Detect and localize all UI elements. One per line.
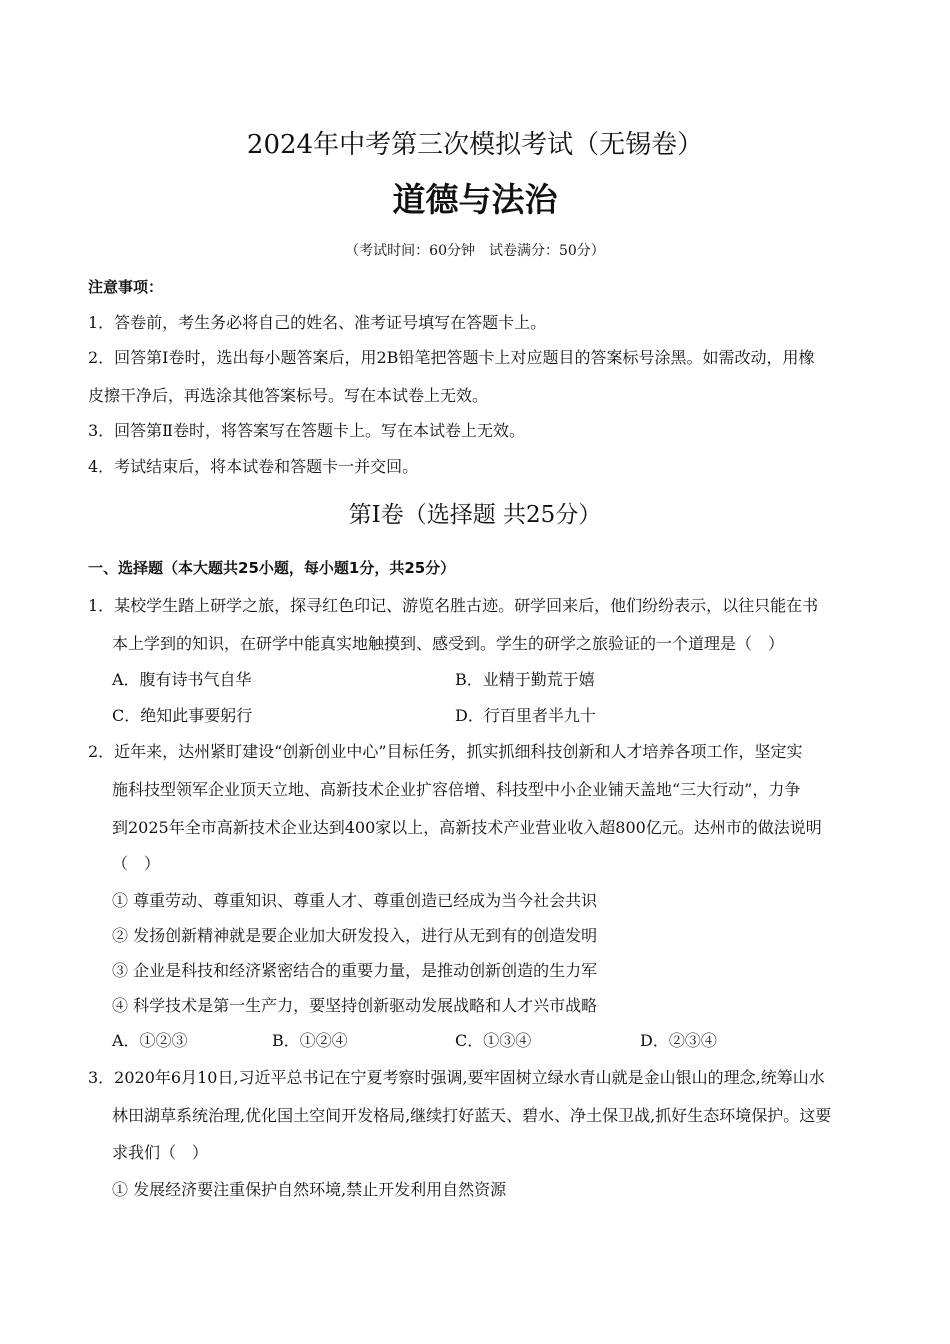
question-3-line: 3．2020年6月10日,习近平总书记在宁夏考察时强调,要牢固树立绿水青山就是金山银山的理念,统筹山水 bbox=[88, 1068, 825, 1087]
note-item: 4．考试结束后，将本试卷和答题卡一并交回。 bbox=[88, 457, 419, 476]
question-3-statement: ① 发展经济要注重保护自然环境,禁止开发利用自然资源 bbox=[112, 1180, 507, 1199]
question-2-line: 施科技型领军企业顶天立地、高新技术企业扩容倍增、科技型中小企业铺天盖地“三大行动”，力争 bbox=[112, 780, 801, 799]
note-item: 皮擦干净后，再选涂其他答案标号。写在本试卷上无效。 bbox=[88, 386, 489, 405]
note-item: 1．答卷前，考生务必将自己的姓名、准考证号填写在答题卡上。 bbox=[88, 313, 547, 332]
question-2-option-b: B．①②④ bbox=[272, 1031, 348, 1050]
section-title: 第Ⅰ卷（选择题 共25分） bbox=[348, 502, 602, 528]
question-3-line: 林田湖草系统治理,优化国土空间开发格局,继续打好蓝天、碧水、净土保卫战,抓好生态环境保护。这要 bbox=[112, 1106, 832, 1125]
exam-title: 2024年中考第三次模拟考试（无锡卷） bbox=[246, 130, 704, 160]
exam-info: （考试时间：60分钟 试卷满分：50分） bbox=[345, 243, 605, 259]
question-2-statement: ③ 企业是科技和经济紧密结合的重要力量，是推动创新创造的生力军 bbox=[112, 961, 598, 980]
question-1-option-a: A．腹有诗书气自华 bbox=[112, 670, 252, 689]
question-2-statement: ② 发扬创新精神就是要企业加大研发投入，进行从无到有的创造发明 bbox=[112, 926, 598, 945]
subject-title: 道德与法治 bbox=[392, 180, 558, 219]
part-heading: 一、选择题（本大题共25小题，每小题1分，共25分） bbox=[88, 559, 456, 577]
question-1-option-d: D．行百里者半九十 bbox=[455, 706, 596, 725]
question-1-line: 本上学到的知识，在研学中能真实地触摸到、感受到。学生的研学之旅验证的一个道理是（ ） bbox=[112, 634, 785, 653]
note-item: 3．回答第Ⅱ卷时，将答案写在答题卡上。写在本试卷上无效。 bbox=[88, 421, 526, 440]
question-2-line: （ ） bbox=[112, 854, 161, 873]
question-2-option-c: C．①③④ bbox=[455, 1031, 532, 1050]
note-item: 2．回答第Ⅰ卷时，选出每小题答案后，用2B铅笔把答题卡上对应题目的答案标号涂黑。如需改动，用橡 bbox=[88, 348, 815, 367]
question-2-line: 2．近年来，达州紧盯建设“创新创业中心”目标任务，抓实抓细科技创新和人才培养各项工作，坚定实 bbox=[88, 742, 803, 761]
question-2-statement: ④ 科学技术是第一生产力，要坚持创新驱动发展战略和人才兴市战略 bbox=[112, 996, 598, 1015]
question-1-option-c: C．绝知此事要躬行 bbox=[112, 706, 253, 725]
question-2-statement: ① 尊重劳动、尊重知识、尊重人才、尊重创造已经成为当今社会共识 bbox=[112, 891, 598, 910]
question-1-option-b: B．业精于勤荒于嬉 bbox=[455, 670, 595, 689]
question-2-option-d: D．②③④ bbox=[640, 1031, 717, 1050]
notes-heading: 注意事项： bbox=[88, 278, 164, 296]
question-1-line: 1．某校学生踏上研学之旅，探寻红色印记、游览名胜古迹。研学回来后，他们纷纷表示，以往只能在书 bbox=[88, 596, 819, 615]
question-3-line: 求我们（ ） bbox=[112, 1143, 209, 1162]
question-2-line: 到2025年全市高新技术企业达到400家以上，高新技术产业营业收入超800亿元。达州市的做法说明 bbox=[112, 818, 822, 837]
question-2-option-a: A．①②③ bbox=[112, 1031, 188, 1050]
